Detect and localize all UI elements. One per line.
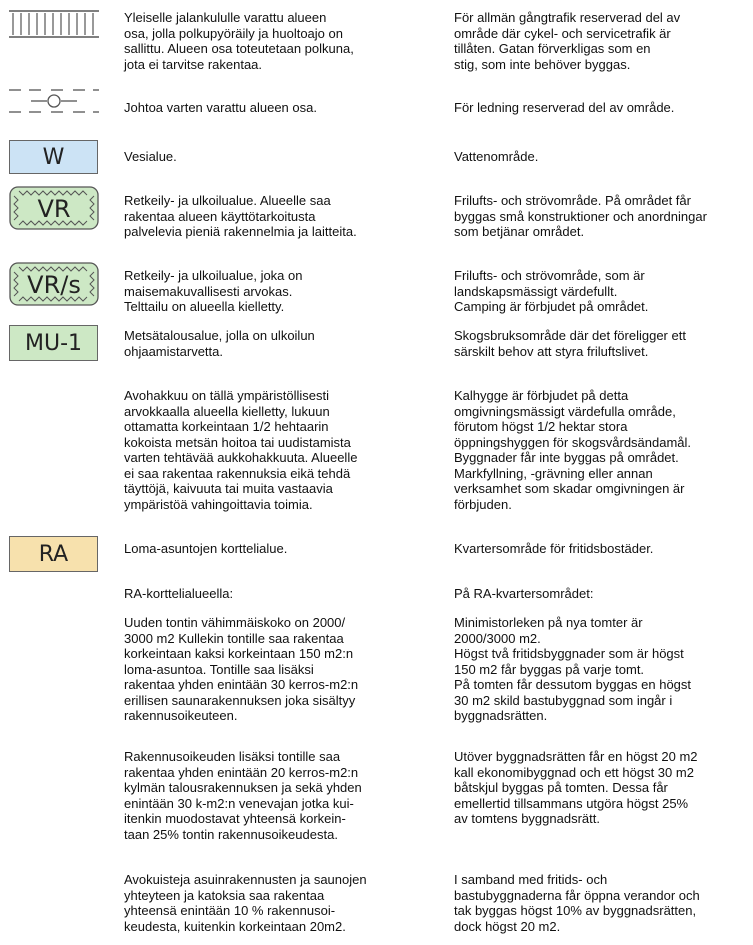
clear-cut-restriction-fi: Avohakkuu on tällä ympäristöllisesti arvokkaalla alueella kielletty, lukuun ottamatta korkeintaan 1/2 hehtaarin kokoista metsän hoitoa tai uudistamista varten tehtävää aukkohakkuuta. Alueelle ei saa rakentaa rakennuksia eikä tehdä täyttöjä, kaivuuta tai muita vastaavia ympäristöä vahingoittavia toimia. — [124, 388, 358, 512]
holiday-housing-description-fi: Loma-asuntojen korttelialue. — [124, 541, 288, 556]
veranda-rules-sv: I samband med fritids- och bastubyggnaderna får öppna verandor och tak byggas högst 10% av byggnadsrätten, dock högst 20 m2. — [454, 872, 700, 934]
landscape-recreation-description-fi: Retkeily- ja ulkoilualue, joka on maisemakuvallisesti arvokas. Telttailu on alueella kielletty. — [124, 268, 303, 314]
forestry-area-description-sv: Skogsbruksområde där det föreligger ett särskilt behov att styra friluftslivet. — [454, 328, 686, 359]
holiday-housing-block-icon — [9, 536, 98, 572]
landscape-recreation-area-code: VR/s — [27, 271, 81, 299]
ra-section-heading-fi: RA-korttelialueella: — [124, 586, 234, 601]
forestry-area-description-fi: Metsätalousalue, jolla on ulkoilun ohjaamistarvetta. — [124, 328, 315, 359]
pedestrian-path-description-sv: För allmän gångtrafik reserverad del av område där cykel- och servicetrafik är tillåten. Gatan förverkligas som en stig, som inte behöver byggas. — [454, 10, 681, 72]
utility-line-description-fi: Johtoa varten varattu alueen osa. — [124, 100, 317, 115]
landscape-recreation-area-icon — [9, 262, 99, 306]
veranda-rules-fi: Avokuisteja asuinrakennusten ja saunojen yhteyteen ja katoksia saa rakentaa yhteensä enintään 10 % rakennusoi- keudesta, kuitenkin korkeintaan 20m2. — [124, 872, 367, 934]
recreation-area-description-fi: Retkeily- ja ulkoilualue. Alueelle saa rakentaa alueen käyttötarkoitusta palvelevia pieniä rakennelmia ja laitteita. — [124, 193, 357, 239]
recreation-area-code: VR — [37, 195, 71, 223]
outbuilding-rules-fi: Rakennusoikeuden lisäksi tontille saa rakentaa yhden enintään 20 kerros-m2:n kylmän talousrakennuksen ja sekä yhden enintään 30 k-m2:n venevajan jotka kui- itenkin muodostavat yhteensä korkein- taan 25% tontin rakennusoikeudesta. — [124, 749, 362, 842]
outbuilding-rules-sv: Utöver byggnadsrätten får en högst 20 m2 kall ekonomibyggnad och ett högst 30 m2 båtskjul byggas på tomten. Dessa får emellertid tillsammans utgöra högst 25% av tomtens byggnadsrätt. — [454, 749, 698, 826]
pedestrian-path-description-fi: Yleiselle jalankululle varattu alueen osa, jolla polkupyöräily ja huoltoajo on sallittu. Alueen osa toteutetaan polkuna, jota ei tarvitse rakentaa. — [124, 10, 354, 72]
landscape-recreation-description-sv: Frilufts- och strövområde, som är landskapsmässigt värdefullt. Camping är förbjudet på området. — [454, 268, 649, 314]
pedestrian-path-hatch-icon — [9, 10, 99, 38]
clear-cut-restriction-sv: Kalhygge är förbjudet på detta omgivningsmässigt värdefulla område, förutom högst 1/2 hektar stora öppningshyggen för skogsvårdsändamål. Byggnader får inte byggas på området. Markfyllning, -grävning eller annan verksamhet som skadar omgivningen är förbjuden. — [454, 388, 692, 512]
recreation-area-description-sv: Frilufts- och strövområde. På området får byggas små konstruktioner och anordningar som betjänar området. — [454, 193, 707, 239]
forestry-area-code: MU-1 — [24, 330, 83, 356]
plot-size-rules-fi: Uuden tontin vähimmäiskoko on 2000/ 3000 m2 Kullekin tontille saa rakentaa korkeintaan kaksi korkeintaan 150 m2:n loma-asuntoa. Tontille saa lisäksi rakentaa yhden enintään 30 kerros-m2:n erillisen saunarakennuksen joka sisältyy rakennusoikeuteen. — [124, 615, 359, 723]
forestry-area-icon — [9, 325, 98, 361]
water-area-description-fi: Vesialue. — [124, 149, 177, 164]
holiday-housing-code: RA — [38, 541, 69, 567]
water-area-description-sv: Vattenområde. — [454, 149, 539, 164]
plot-size-rules-sv: Minimistorleken på nya tomter är 2000/3000 m2. Högst två fritidsbyggnader som är högst 150 m2 får byggas på varje tomt. På tomten får dessutom byggas en högst 30 m2 skild bastubyggnad som ingår i byggnadsrätten. — [454, 615, 692, 723]
recreation-area-icon — [9, 186, 99, 230]
water-area-code: W — [42, 144, 65, 170]
holiday-housing-description-sv: Kvartersområde för fritidsbostäder. — [454, 541, 654, 556]
utility-line-description-sv: För ledning reserverad del av område. — [454, 100, 675, 115]
water-area-icon — [9, 140, 98, 174]
utility-line-icon — [9, 86, 99, 116]
ra-section-heading-sv: På RA-kvartersområdet: — [454, 586, 594, 601]
